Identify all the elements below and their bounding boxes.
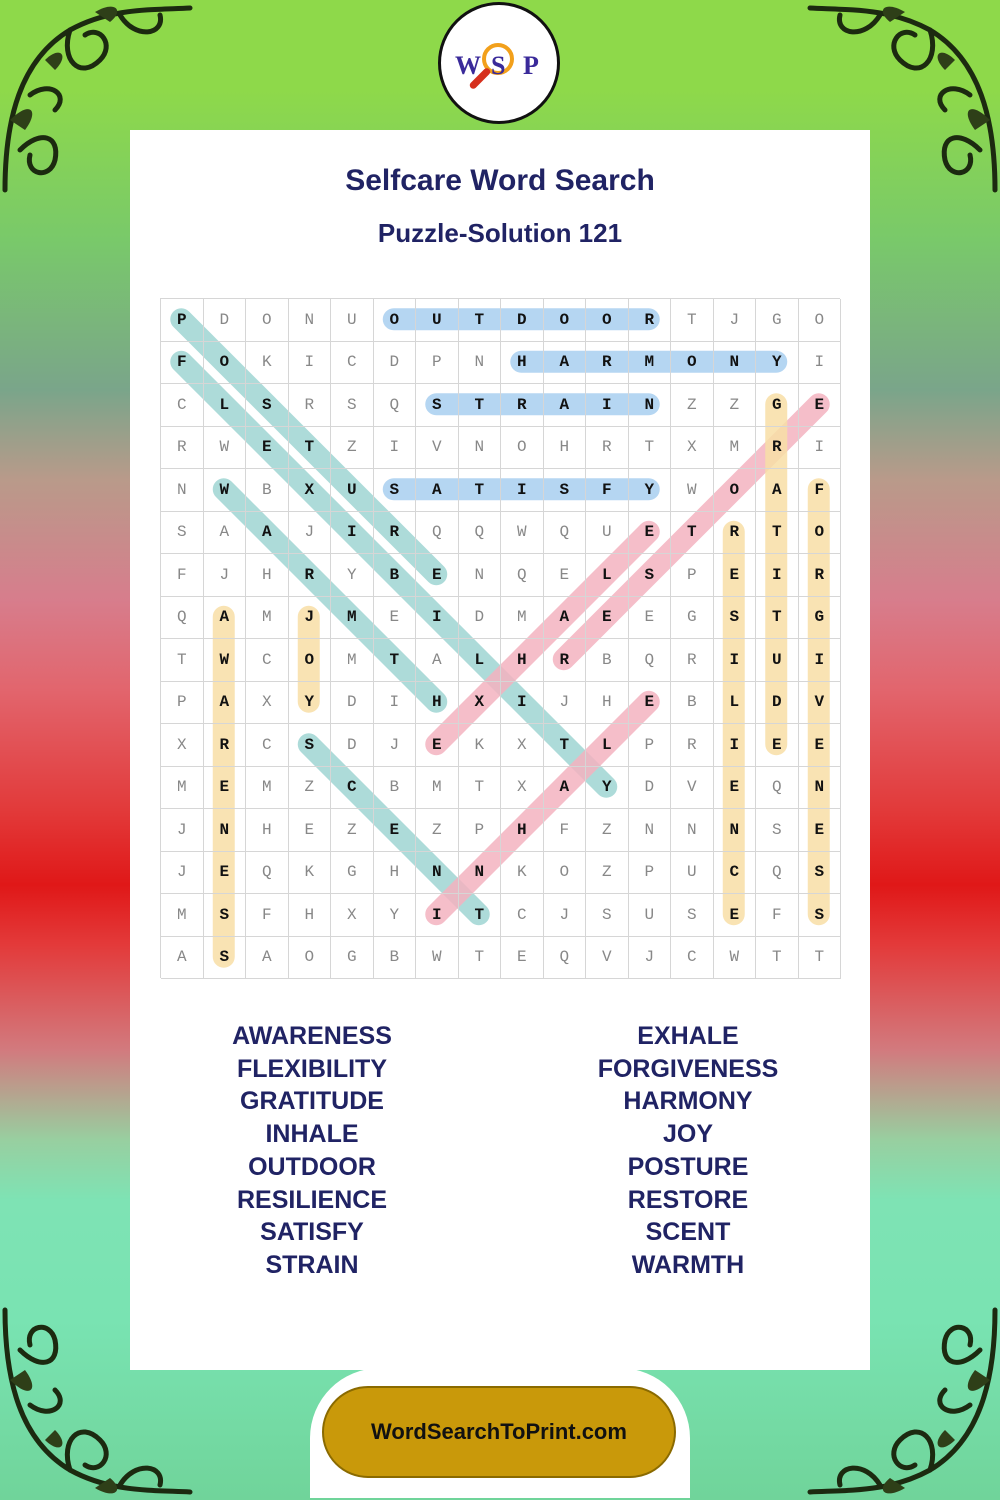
grid-cell[interactable]: J — [544, 894, 587, 937]
word-list-item: HARMONY — [623, 1087, 753, 1116]
grid-cell[interactable]: N — [459, 427, 502, 470]
grid-cell[interactable]: H — [501, 639, 544, 682]
grid-cell[interactable]: Q — [459, 512, 502, 555]
grid-cell[interactable]: Z — [586, 809, 629, 852]
grid-cell[interactable]: P — [161, 682, 204, 725]
word-list-item: RESTORE — [627, 1185, 749, 1214]
grid-cell[interactable]: N — [204, 809, 247, 852]
grid-cell[interactable]: I — [756, 554, 799, 597]
grid-cell[interactable]: S — [671, 894, 714, 937]
grid-cell[interactable]: T — [459, 469, 502, 512]
grid-cell[interactable]: E — [799, 724, 842, 767]
grid-cell[interactable]: S — [714, 597, 757, 640]
grid-cell[interactable]: P — [161, 299, 204, 342]
grid-cell[interactable]: I — [714, 724, 757, 767]
grid-cell[interactable]: C — [671, 937, 714, 980]
grid-cell[interactable]: E — [289, 809, 332, 852]
grid-cell[interactable]: F — [544, 809, 587, 852]
grid-cell[interactable]: M — [629, 342, 672, 385]
grid-cell[interactable]: A — [416, 469, 459, 512]
word-list-left — [162, 1020, 462, 1282]
grid-cell[interactable]: Z — [714, 384, 757, 427]
grid-cell[interactable]: P — [416, 342, 459, 385]
grid-cell[interactable]: K — [289, 852, 332, 895]
grid-cell[interactable]: N — [671, 809, 714, 852]
grid-cell[interactable]: V — [671, 767, 714, 810]
grid-cell[interactable]: T — [459, 937, 502, 980]
grid-cell[interactable]: Q — [374, 384, 417, 427]
grid-cell[interactable]: T — [459, 767, 502, 810]
grid-cell[interactable]: N — [161, 469, 204, 512]
grid-cell[interactable]: T — [374, 639, 417, 682]
grid-cell[interactable]: B — [374, 554, 417, 597]
grid-cell[interactable]: R — [586, 342, 629, 385]
grid-cell[interactable]: J — [161, 852, 204, 895]
grid-cell[interactable]: W — [416, 937, 459, 980]
grid-cell[interactable]: E — [714, 894, 757, 937]
grid-cell[interactable]: T — [161, 639, 204, 682]
grid-cell[interactable]: S — [246, 384, 289, 427]
grid-cell[interactable]: A — [246, 512, 289, 555]
grid-cell[interactable]: Z — [671, 384, 714, 427]
grid-cell[interactable]: N — [416, 852, 459, 895]
grid-cell[interactable]: E — [501, 937, 544, 980]
grid-cell[interactable]: I — [799, 639, 842, 682]
logo-letter-s: S — [491, 51, 506, 80]
grid-cell[interactable]: O — [544, 299, 587, 342]
grid-cell[interactable]: E — [799, 809, 842, 852]
page-subtitle: Puzzle-Solution 121 — [377, 218, 623, 248]
site-link-button[interactable]: WordSearchToPrint.com — [322, 1386, 676, 1478]
grid-cell[interactable]: X — [161, 724, 204, 767]
grid-cell[interactable]: M — [246, 767, 289, 810]
grid-cell[interactable]: T — [756, 597, 799, 640]
grid-cell[interactable]: S — [629, 554, 672, 597]
grid-cell[interactable]: E — [374, 597, 417, 640]
grid-cell[interactable]: I — [416, 597, 459, 640]
word-search-grid-area — [160, 298, 840, 978]
grid-cell[interactable]: L — [586, 724, 629, 767]
grid-cell[interactable]: R — [714, 512, 757, 555]
grid-cell[interactable]: E — [416, 724, 459, 767]
grid-cell[interactable]: B — [374, 767, 417, 810]
grid-cell[interactable]: G — [756, 299, 799, 342]
grid-cell[interactable]: L — [586, 554, 629, 597]
word-list-item: SATISFY — [260, 1218, 364, 1247]
grid-cell[interactable]: R — [204, 724, 247, 767]
grid-cell[interactable]: Q — [501, 554, 544, 597]
grid-cell[interactable]: S — [799, 894, 842, 937]
grid-cell[interactable]: A — [204, 597, 247, 640]
grid-cell[interactable]: T — [544, 724, 587, 767]
grid-cell[interactable]: O — [204, 342, 247, 385]
grid-cell[interactable]: A — [161, 937, 204, 980]
grid-cell[interactable]: R — [161, 427, 204, 470]
grid-cell[interactable]: C — [501, 894, 544, 937]
grid-cell[interactable]: F — [246, 894, 289, 937]
grid-cell[interactable]: T — [756, 512, 799, 555]
grid-cell[interactable]: D — [756, 682, 799, 725]
grid-cell[interactable]: G — [331, 852, 374, 895]
grid-cell[interactable]: U — [629, 894, 672, 937]
grid-cell[interactable]: O — [501, 427, 544, 470]
grid-cell[interactable]: S — [204, 937, 247, 980]
grid-cell[interactable]: S — [204, 894, 247, 937]
grid-cell[interactable]: L — [714, 682, 757, 725]
grid-cell[interactable]: M — [161, 767, 204, 810]
grid-cell[interactable]: F — [756, 894, 799, 937]
grid-cell[interactable]: E — [374, 809, 417, 852]
grid-cell[interactable]: B — [374, 937, 417, 980]
grid-cell[interactable]: L — [204, 384, 247, 427]
grid-cell[interactable]: E — [714, 554, 757, 597]
word-list-item: GRATITUDE — [240, 1087, 384, 1116]
grid-cell[interactable]: W — [714, 937, 757, 980]
grid-cell[interactable]: A — [544, 384, 587, 427]
grid-cell[interactable]: T — [289, 427, 332, 470]
grid-cell[interactable]: Y — [756, 342, 799, 385]
grid-cell[interactable]: R — [289, 384, 332, 427]
grid-cell[interactable]: K — [246, 342, 289, 385]
grid-cell[interactable]: O — [586, 299, 629, 342]
grid-cell[interactable]: M — [331, 639, 374, 682]
grid-cell[interactable]: G — [671, 597, 714, 640]
grid-cell[interactable]: C — [331, 767, 374, 810]
grid-cell[interactable]: D — [331, 682, 374, 725]
grid-cell[interactable]: O — [544, 852, 587, 895]
grid-cell[interactable]: Y — [586, 767, 629, 810]
grid-cell[interactable]: E — [629, 682, 672, 725]
grid-cell[interactable]: I — [374, 427, 417, 470]
grid-cell[interactable]: N — [629, 809, 672, 852]
grid-cell[interactable]: H — [416, 682, 459, 725]
grid-cell[interactable]: S — [161, 512, 204, 555]
grid-cell[interactable]: A — [204, 682, 247, 725]
grid-cell[interactable]: B — [671, 682, 714, 725]
grid-cell[interactable]: W — [204, 427, 247, 470]
grid-cell[interactable]: E — [246, 427, 289, 470]
grid-cell[interactable]: B — [586, 639, 629, 682]
grid-cell[interactable]: E — [629, 512, 672, 555]
word-list-item: WARMTH — [631, 1250, 745, 1279]
grid-cell[interactable]: D — [331, 724, 374, 767]
grid-cell[interactable]: A — [416, 639, 459, 682]
grid-cell[interactable]: H — [289, 894, 332, 937]
grid-cell[interactable]: T — [756, 937, 799, 980]
wsp-logo[interactable] — [438, 2, 560, 124]
grid-cell[interactable]: O — [714, 469, 757, 512]
grid-cell[interactable]: Z — [331, 809, 374, 852]
grid-cell[interactable]: H — [501, 809, 544, 852]
grid-cell[interactable]: H — [586, 682, 629, 725]
grid-cell[interactable]: V — [799, 682, 842, 725]
grid-cell[interactable]: I — [374, 682, 417, 725]
grid-cell[interactable]: J — [544, 682, 587, 725]
grid-cell[interactable]: X — [501, 767, 544, 810]
grid-cell[interactable]: P — [629, 852, 672, 895]
grid-cell[interactable]: F — [161, 554, 204, 597]
grid-cell[interactable]: Q — [629, 639, 672, 682]
grid-cell[interactable]: H — [246, 809, 289, 852]
grid-cell[interactable]: X — [671, 427, 714, 470]
grid-cell[interactable]: M — [416, 767, 459, 810]
grid-cell[interactable]: W — [671, 469, 714, 512]
grid-cell[interactable]: I — [714, 639, 757, 682]
grid-cell[interactable]: A — [204, 512, 247, 555]
grid-cell[interactable]: R — [544, 639, 587, 682]
grid-cell[interactable]: Z — [289, 767, 332, 810]
word-list-item: RESILIENCE — [236, 1185, 388, 1214]
grid-cell[interactable]: U — [586, 512, 629, 555]
grid-cell[interactable]: A — [756, 469, 799, 512]
grid-cell[interactable]: X — [331, 894, 374, 937]
grid-cell[interactable]: K — [501, 852, 544, 895]
grid-cell[interactable]: R — [374, 512, 417, 555]
grid-cell[interactable]: S — [416, 384, 459, 427]
grid-cell[interactable]: N — [459, 342, 502, 385]
letter-grid — [160, 298, 840, 978]
grid-cell[interactable]: D — [501, 299, 544, 342]
grid-cell[interactable]: Q — [416, 512, 459, 555]
grid-cell[interactable]: U — [331, 299, 374, 342]
grid-cell[interactable]: I — [501, 682, 544, 725]
grid-cell[interactable]: E — [799, 384, 842, 427]
grid-cell[interactable]: U — [416, 299, 459, 342]
grid-cell[interactable]: I — [799, 342, 842, 385]
grid-cell[interactable]: F — [161, 342, 204, 385]
grid-cell[interactable]: P — [629, 724, 672, 767]
grid-cell[interactable]: Z — [586, 852, 629, 895]
grid-cell[interactable]: R — [629, 299, 672, 342]
grid-cell[interactable]: Y — [331, 554, 374, 597]
grid-cell[interactable]: R — [586, 427, 629, 470]
logo-letter-p: P — [523, 51, 539, 80]
grid-cell[interactable]: E — [204, 767, 247, 810]
grid-cell[interactable]: J — [289, 597, 332, 640]
grid-cell[interactable]: A — [246, 937, 289, 980]
puzzle-panel — [130, 130, 870, 1370]
word-list-item: POSTURE — [627, 1152, 749, 1181]
grid-cell[interactable]: G — [756, 384, 799, 427]
grid-cell[interactable]: O — [671, 342, 714, 385]
grid-cell[interactable]: N — [714, 342, 757, 385]
grid-cell[interactable]: L — [459, 639, 502, 682]
grid-cell[interactable]: D — [459, 597, 502, 640]
word-list-item: EXHALE — [637, 1022, 739, 1050]
grid-cell[interactable]: E — [544, 554, 587, 597]
grid-cell[interactable]: H — [246, 554, 289, 597]
grid-cell[interactable]: O — [289, 937, 332, 980]
grid-cell[interactable]: J — [161, 809, 204, 852]
grid-cell[interactable]: T — [671, 512, 714, 555]
grid-cell[interactable]: S — [799, 852, 842, 895]
grid-cell[interactable]: O — [799, 512, 842, 555]
grid-cell[interactable]: Q — [544, 512, 587, 555]
grid-cell[interactable]: O — [289, 639, 332, 682]
grid-cell[interactable]: G — [799, 597, 842, 640]
grid-cell[interactable]: O — [374, 299, 417, 342]
grid-cell[interactable]: J — [374, 724, 417, 767]
grid-cell[interactable]: W — [204, 469, 247, 512]
grid-cell[interactable]: E — [629, 597, 672, 640]
grid-cell[interactable]: O — [246, 299, 289, 342]
grid-cell[interactable]: V — [416, 427, 459, 470]
grid-cell[interactable]: D — [629, 767, 672, 810]
grid-cell[interactable]: W — [501, 512, 544, 555]
grid-cell[interactable]: S — [544, 469, 587, 512]
word-list-item: STRAIN — [265, 1250, 359, 1279]
grid-cell[interactable]: R — [501, 384, 544, 427]
grid-cell[interactable]: R — [671, 724, 714, 767]
word-list-item: FLEXIBILITY — [237, 1054, 387, 1083]
grid-cell[interactable]: J — [289, 512, 332, 555]
grid-cell[interactable]: N — [289, 299, 332, 342]
grid-cell[interactable]: N — [459, 852, 502, 895]
grid-cell[interactable]: T — [671, 299, 714, 342]
grid-cell[interactable]: X — [246, 682, 289, 725]
grid-cell[interactable]: A — [544, 597, 587, 640]
grid-cell[interactable]: T — [459, 894, 502, 937]
grid-cell[interactable]: O — [799, 299, 842, 342]
word-list-item: SCENT — [645, 1218, 731, 1247]
grid-cell[interactable]: N — [459, 554, 502, 597]
grid-cell[interactable]: Q — [756, 852, 799, 895]
grid-cell[interactable]: W — [204, 639, 247, 682]
grid-cell[interactable]: D — [204, 299, 247, 342]
grid-cell[interactable]: V — [586, 937, 629, 980]
grid-cell[interactable]: E — [586, 597, 629, 640]
grid-cell[interactable]: T — [459, 384, 502, 427]
grid-cell[interactable]: X — [501, 724, 544, 767]
word-list-right — [538, 1020, 838, 1282]
grid-cell[interactable]: J — [714, 299, 757, 342]
logo-letter-w: W — [455, 51, 481, 80]
grid-cell[interactable]: T — [459, 299, 502, 342]
grid-cell[interactable]: S — [374, 469, 417, 512]
grid-cell[interactable]: I — [289, 342, 332, 385]
grid-cell[interactable]: J — [204, 554, 247, 597]
grid-cell[interactable]: T — [799, 937, 842, 980]
grid-cell[interactable]: Q — [756, 767, 799, 810]
grid-cell[interactable]: H — [501, 342, 544, 385]
grid-cell[interactable]: R — [289, 554, 332, 597]
grid-cell[interactable]: M — [501, 597, 544, 640]
grid-cell[interactable]: P — [671, 554, 714, 597]
grid-cell[interactable]: X — [459, 682, 502, 725]
grid-cell[interactable]: T — [629, 427, 672, 470]
word-list-item: JOY — [662, 1120, 714, 1149]
grid-cell[interactable]: A — [544, 342, 587, 385]
grid-cell[interactable]: E — [204, 852, 247, 895]
grid-cell[interactable]: N — [629, 384, 672, 427]
grid-cell[interactable]: Y — [289, 682, 332, 725]
grid-cell[interactable]: P — [459, 809, 502, 852]
grid-cell[interactable]: H — [374, 852, 417, 895]
grid-cell[interactable]: E — [756, 724, 799, 767]
word-list-item: AWARENESS — [232, 1022, 392, 1050]
grid-cell[interactable]: N — [799, 767, 842, 810]
grid-cell[interactable]: S — [289, 724, 332, 767]
grid-cell[interactable]: R — [756, 427, 799, 470]
grid-cell[interactable]: F — [586, 469, 629, 512]
grid-cell[interactable]: Z — [331, 427, 374, 470]
word-list-item: OUTDOOR — [248, 1152, 376, 1181]
grid-cell[interactable]: M — [161, 894, 204, 937]
grid-cell[interactable]: G — [331, 937, 374, 980]
grid-cell[interactable]: Z — [416, 809, 459, 852]
grid-cell[interactable]: E — [416, 554, 459, 597]
grid-cell[interactable]: X — [289, 469, 332, 512]
grid-cell[interactable]: M — [331, 597, 374, 640]
word-list-item: INHALE — [265, 1120, 359, 1149]
grid-cell[interactable]: B — [246, 469, 289, 512]
grid-cell[interactable]: R — [799, 554, 842, 597]
grid-cell[interactable]: J — [629, 937, 672, 980]
grid-cell[interactable]: S — [331, 384, 374, 427]
grid-cell[interactable]: H — [544, 427, 587, 470]
grid-cell[interactable]: S — [586, 894, 629, 937]
grid-cell[interactable]: C — [331, 342, 374, 385]
grid-cell[interactable]: D — [374, 342, 417, 385]
grid-cell[interactable]: C — [246, 639, 289, 682]
grid-cell[interactable]: S — [756, 809, 799, 852]
grid-cell[interactable]: C — [246, 724, 289, 767]
grid-cell[interactable]: K — [459, 724, 502, 767]
grid-cell[interactable]: Q — [246, 852, 289, 895]
grid-cell[interactable]: Q — [161, 597, 204, 640]
grid-cell[interactable]: E — [714, 767, 757, 810]
grid-cell[interactable]: N — [714, 809, 757, 852]
grid-cell[interactable]: R — [671, 639, 714, 682]
grid-cell[interactable]: U — [756, 639, 799, 682]
grid-cell[interactable]: C — [161, 384, 204, 427]
page-title: Selfcare Word Search — [345, 164, 655, 197]
grid-cell[interactable]: M — [714, 427, 757, 470]
grid-cell[interactable]: I — [331, 512, 374, 555]
grid-cell[interactable]: C — [714, 852, 757, 895]
word-list-item: FORGIVENESS — [597, 1054, 779, 1083]
grid-cell[interactable]: I — [586, 384, 629, 427]
grid-cell[interactable]: U — [671, 852, 714, 895]
grid-cell[interactable]: A — [544, 767, 587, 810]
grid-cell[interactable]: I — [501, 469, 544, 512]
grid-cell[interactable]: Y — [629, 469, 672, 512]
grid-cell[interactable]: I — [416, 894, 459, 937]
grid-cell[interactable]: Y — [374, 894, 417, 937]
grid-cell[interactable]: M — [246, 597, 289, 640]
grid-cell[interactable]: I — [799, 427, 842, 470]
grid-cell[interactable]: U — [331, 469, 374, 512]
grid-cell[interactable]: Q — [544, 937, 587, 980]
grid-cell[interactable]: F — [799, 469, 842, 512]
